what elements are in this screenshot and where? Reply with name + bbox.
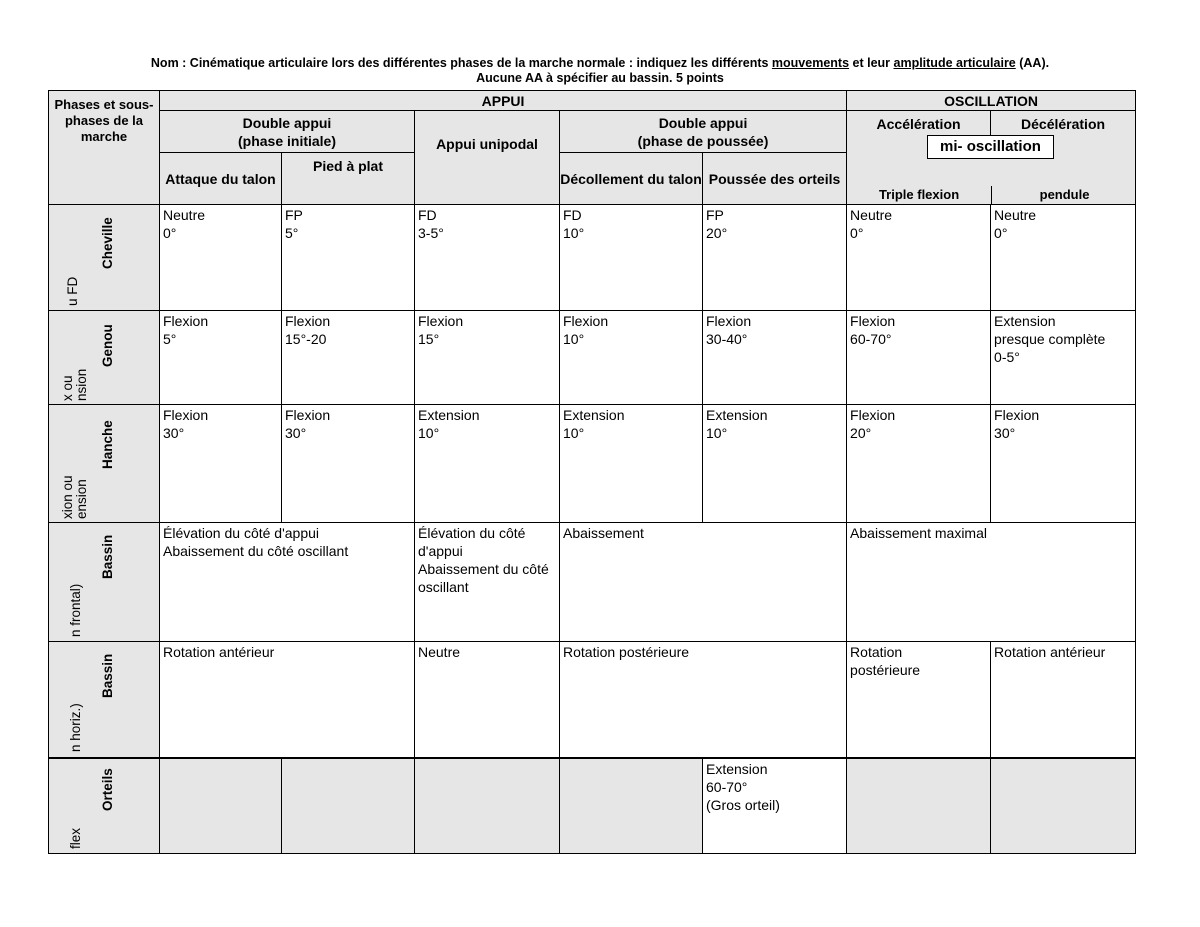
- table-cell: [415, 759, 559, 761]
- document-title: [20, 56, 1180, 86]
- table-cell: Flexion 10°: [563, 313, 609, 347]
- table-cell: Neutre 0°: [163, 207, 206, 241]
- row-label: Bassin: [100, 653, 115, 698]
- decollement-talon-header: Décollement du talon: [560, 153, 703, 205]
- appui-header: APPUI: [160, 91, 847, 111]
- table-cell: Rotation postérieure: [563, 644, 690, 660]
- table-cell: Flexion 30°: [285, 407, 331, 441]
- row-head-hanche: [49, 405, 160, 523]
- row-side-note: n horiz.): [68, 703, 83, 752]
- table-cell: Flexion 60-70°: [850, 313, 896, 347]
- table-cell: Extension presque complète 0-5°: [994, 313, 1106, 365]
- table-cell: Rotation antérieur: [994, 644, 1106, 660]
- title-line-1: [20, 56, 1180, 71]
- row-label: Cheville: [100, 217, 115, 269]
- table-cell: FP 20°: [706, 207, 728, 241]
- row-side-note: n frontal): [68, 583, 83, 637]
- phases-header: [49, 91, 160, 205]
- phases-header-label: Phases et sous-phases de la marche: [54, 97, 154, 144]
- row-head-orteils: [49, 758, 160, 854]
- table-cell: Élévation du côté d'appui Abaissement du côté oscillant: [418, 525, 549, 595]
- table-cell: Rotation postérieure: [850, 644, 921, 678]
- row-head-genou: [49, 311, 160, 405]
- double-appui-poussee-label: Double appui (phase de poussée): [637, 114, 769, 149]
- mi-oscillation-label: mi- oscillation: [927, 135, 1054, 159]
- row-label: Genou: [100, 324, 115, 367]
- row-orteils: [49, 758, 1136, 854]
- pendule-label: pendule: [991, 186, 1137, 204]
- table-cell: [847, 759, 990, 761]
- attaque-talon-header: Attaque du talon: [160, 153, 282, 205]
- row-label: Bassin: [100, 534, 115, 579]
- table-cell: Abaissement: [563, 525, 644, 541]
- row-head-bassin-horiz: [49, 642, 160, 758]
- row-head-cheville: [49, 205, 160, 311]
- row-side-note: flex: [68, 827, 83, 849]
- table-cell: Abaissement maximal: [850, 525, 987, 541]
- deceleration-header: Décélération: [991, 111, 1136, 153]
- row-bassin-horiz: [49, 642, 1136, 758]
- table-cell: Extension 10°: [563, 407, 625, 441]
- table-cell: FD 10°: [563, 207, 585, 241]
- table-cell: Extension 10°: [418, 407, 480, 441]
- table-cell: Extension 60-70° (Gros orteil): [706, 760, 780, 813]
- table-cell: FP 5°: [285, 207, 303, 241]
- oscillation-subheader: [847, 137, 1136, 205]
- double-appui-poussee-header: [560, 111, 847, 153]
- row-label: Hanche: [100, 420, 115, 469]
- table-cell: Extension 10°: [706, 407, 768, 441]
- table-cell: Neutre 0°: [994, 207, 1037, 241]
- table-cell: [991, 759, 1135, 761]
- table-cell: Flexion 5°: [163, 313, 209, 347]
- title-text-3: (AA).: [1015, 56, 1050, 70]
- gait-kinematics-table: [48, 90, 1136, 854]
- table-cell: Rotation antérieur: [163, 644, 275, 660]
- row-label: Orteils: [100, 767, 115, 811]
- row-bassin-frontal: [49, 523, 1136, 642]
- table-cell: [282, 759, 414, 761]
- table-cell: Flexion 15°-20: [285, 313, 331, 347]
- row-side-note: xion ou ension: [60, 475, 89, 519]
- double-appui-initial-label: Double appui (phase initiale): [237, 114, 337, 149]
- title-text-2: et leur: [849, 56, 894, 70]
- title-text-1: Nom : Cinématique articulaire lors des différentes phases de la marche normale : indiquez les différents: [150, 56, 772, 70]
- double-appui-initial-header: [160, 111, 415, 153]
- table-cell: Flexion 30°: [163, 407, 209, 441]
- title-line-2: Aucune AA à spécifier au bassin. 5 points: [476, 71, 724, 85]
- table-cell: Flexion 15°: [418, 313, 464, 347]
- table-cell: [160, 759, 281, 761]
- triple-flexion-label: Triple flexion: [878, 187, 960, 202]
- appui-unipodal-header: [415, 111, 560, 205]
- mi-oscillation-box: [927, 135, 1054, 159]
- poussee-orteils-header: Poussée des orteils: [703, 153, 847, 205]
- table-cell: FD 3-5°: [418, 207, 444, 241]
- pied-plat-header: Pied à plat: [282, 153, 415, 205]
- table-cell: Neutre 0°: [850, 207, 893, 241]
- row-genou: [49, 311, 1136, 405]
- table-cell: Élévation du côté d'appui Abaissement du côté oscillant: [163, 525, 349, 559]
- table-cell: Flexion 30°: [994, 407, 1040, 441]
- oscillation-header: OSCILLATION: [847, 91, 1136, 111]
- row-side-note: x ou nsion: [60, 368, 89, 401]
- acceleration-header: Accélération: [847, 111, 991, 153]
- table-cell: [560, 759, 702, 761]
- row-hanche: [49, 405, 1136, 523]
- table-cell: Flexion 20°: [850, 407, 896, 441]
- table-cell: Neutre: [418, 644, 461, 660]
- row-side-note: u FD: [65, 276, 80, 306]
- title-underlined-2: amplitude articulaire: [893, 56, 1016, 70]
- row-cheville: [49, 205, 1136, 311]
- title-underlined-1: mouvements: [771, 56, 850, 70]
- appui-unipodal-label: Appui unipodal: [436, 136, 538, 152]
- row-head-bassin-frontal: [49, 523, 160, 642]
- table-cell: Flexion 30-40°: [706, 313, 752, 347]
